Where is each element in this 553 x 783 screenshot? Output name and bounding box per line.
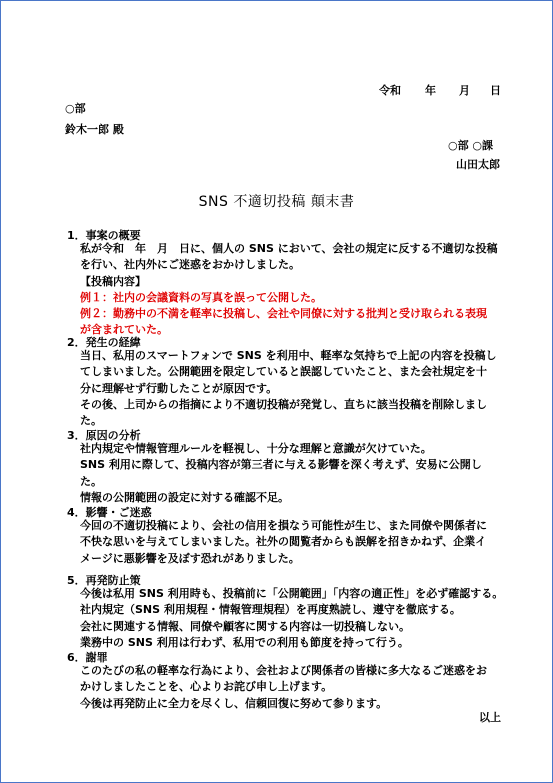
section-body [80,663,505,712]
section-heading: 5．再発防止策 [67,574,141,587]
recipient-name: 鈴木一郎 殿 [65,123,124,136]
body-line: た。 [80,414,102,428]
example-line: が含まれていた。 [80,323,168,337]
example-line: 例１：社内の会議資料の写真を誤って公開した。 [80,290,322,304]
body-line: 今後は私用 SNS 利用時も、投稿前に「公開範囲」「内容の適正性」を必ず確認する。 [80,587,504,600]
date-month: 月 [459,84,470,97]
section-heading: 2．発生の経緯 [67,336,141,349]
body-line: てしまいました。公開範囲を限定していると誤認していたこと、また会社規定を十 [80,365,487,379]
body-line: を行い、社内外にご迷惑をおかけしました。 [80,258,300,272]
section-body [80,348,505,429]
body-line: 【投稿内容】 [80,274,146,288]
section-heading: 1．事案の概要 [67,229,141,242]
body-line: SNS 利用に際して、投稿内容が第三者に与える影響を深く考えず、安易に公開し [80,458,482,472]
body-line: 今後は再発防止に全力を尽くし、信頼回復に努めて参ります。 [80,696,388,710]
section-body [80,518,505,567]
section-body [80,441,505,506]
sender-dept: ○部 ○課 [448,139,494,152]
section-body [80,241,505,339]
body-line: その後、上司からの指摘により不適切投稿が発覚し、直ちに該当投稿を削除しまし [80,397,487,411]
section-heading: 3．原因の分析 [67,429,141,442]
recipient-dept: ○部 [65,102,86,115]
body-line: た。 [80,474,102,488]
body-line: 会社に関連する情報、同僚や顧客に関する内容は一切投稿しない。 [80,619,410,633]
body-line: メージに悪影響を及ぼす恐れがありました。 [80,551,300,565]
section-body [80,586,505,651]
date-era: 令和 [379,84,401,97]
section-heading: 6．謝罪 [67,651,108,664]
body-line: 今回の不適切投稿により、会社の信用を損なう可能性が生じ、また同僚や関係者に [80,519,487,532]
body-line: 社内規定や情報管理ルールを軽視し、十分な理解と意識が欠けていた。 [80,442,432,455]
sender-name: 山田太郎 [456,158,500,171]
body-line: 社内規定（SNS 利用規程・情報管理規程）を再度熟読し、遵守を徹底する。 [80,603,461,617]
body-line: このたびの私の軽率な行為により、会社および関係者の皆様に多大なるご迷惑をお [80,664,487,677]
closing-text: 以上 [479,711,501,724]
body-line: 情報の公開範囲の設定に対する確認不足。 [80,490,289,504]
date-year: 年 [425,84,436,97]
body-line: 私が令和 年 月 日に、個人の SNS において、会社の規定に反する不適切な投稿 [80,242,498,255]
body-line: 当日、私用のスマートフォンで SNS を利用中、軽率な気持ちで上記の内容を投稿し [80,349,497,362]
body-line: 分に理解せず行動したことが原因です。 [80,381,278,395]
body-line: 不快な思いを与えてしまいました。社外の閲覧者からも誤解を招きかねず、企業イ [80,535,487,549]
body-line: 業務中の SNS 利用は行わず、私用での利用も節度を持って行う。 [80,635,409,649]
section-heading: 4．影響・ご迷惑 [67,506,152,519]
date-day: 日 [490,84,501,97]
body-line: かけしましたことを、心よりお詫び申し上げます。 [80,680,333,694]
example-line: 例２：勤務中の不満を軽率に投稿し、会社や同僚に対する批判と受け取られる表現 [80,307,487,321]
document-title: SNS 不適切投稿 顛末書 [198,194,355,210]
